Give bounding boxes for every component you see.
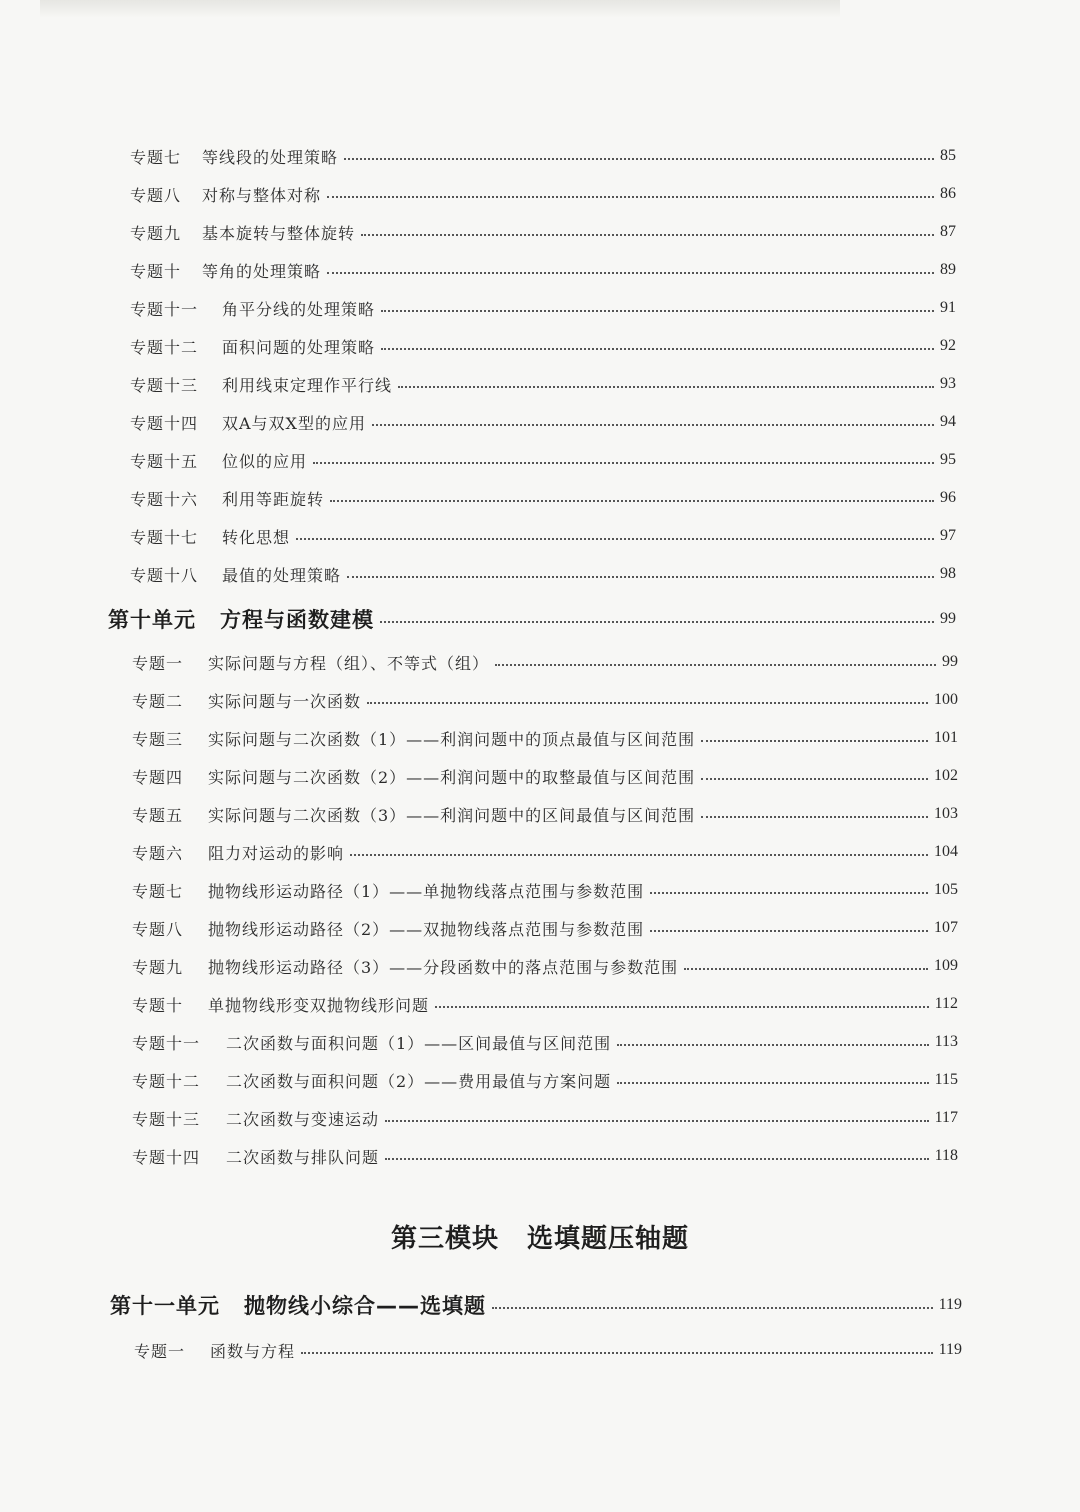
- entry-page: 109: [934, 957, 958, 974]
- entry-title: 基本旋转与整体旋转: [202, 223, 356, 243]
- entry-title: 二次函数与排队问题: [226, 1147, 380, 1167]
- entry-page: 85: [940, 147, 956, 164]
- toc-entry[interactable]: [130, 557, 956, 591]
- toc-entry[interactable]: [130, 291, 956, 325]
- dot-leader: [617, 1081, 928, 1084]
- entry-page: 101: [934, 729, 958, 746]
- toc-entry[interactable]: [130, 139, 956, 173]
- entry-title: 等线段的处理策略: [202, 147, 339, 167]
- dot-leader: [344, 157, 934, 160]
- entry-label: 专题十四: [130, 413, 199, 433]
- entry-label: 专题九: [132, 957, 184, 977]
- toc-entry[interactable]: [132, 911, 958, 945]
- entry-title: 实际问题与二次函数（1）——利润问题中的顶点最值与区间范围: [208, 729, 696, 749]
- toc-entry[interactable]: [130, 253, 956, 287]
- entry-page: 115: [934, 1071, 958, 1088]
- entry-label: 专题四: [132, 767, 184, 787]
- entry-page: 119: [938, 1341, 962, 1358]
- entry-page: 93: [940, 375, 956, 392]
- entry-title: 单抛物线形变双抛物线形问题: [208, 995, 430, 1015]
- dot-leader: [381, 347, 934, 350]
- entry-page: 104: [934, 843, 958, 860]
- entry-label: 专题六: [132, 843, 184, 863]
- module-heading: [0, 1218, 1080, 1255]
- toc-entry[interactable]: [134, 1333, 962, 1367]
- entry-title: 面积问题的处理策略: [222, 337, 376, 357]
- entry-page: 100: [934, 691, 958, 708]
- toc-entry[interactable]: [132, 1139, 958, 1173]
- dot-leader: [435, 1005, 929, 1008]
- entry-title: 实际问题与二次函数（3）——利润问题中的区间最值与区间范围: [208, 805, 696, 825]
- unit-10-heading[interactable]: [108, 599, 956, 639]
- dot-leader: [330, 499, 934, 502]
- entry-label: 专题三: [132, 729, 184, 749]
- dot-leader: [701, 739, 928, 742]
- entry-title: 二次函数与面积问题（1）——区间最值与区间范围: [226, 1033, 612, 1053]
- dot-leader: [650, 929, 928, 932]
- dot-leader: [296, 537, 934, 540]
- entry-page: 98: [940, 565, 956, 582]
- toc-entry[interactable]: [132, 835, 958, 869]
- entry-page: 99: [942, 653, 958, 670]
- entry-label: 专题十一: [130, 299, 199, 319]
- toc-entry[interactable]: [132, 1025, 958, 1059]
- entry-label: 专题五: [132, 805, 184, 825]
- entry-title: 角平分线的处理策略: [222, 299, 376, 319]
- toc-entry[interactable]: [132, 721, 958, 755]
- entry-label: 专题十一: [132, 1033, 201, 1053]
- module-number: 第三模块: [390, 1224, 499, 1254]
- entry-label: 专题十七: [130, 527, 199, 547]
- toc-entry[interactable]: [132, 797, 958, 831]
- toc-entry[interactable]: [130, 177, 956, 211]
- toc-entry[interactable]: [130, 367, 956, 401]
- dot-leader: [361, 233, 934, 236]
- dot-leader: [398, 385, 934, 388]
- entry-title: 利用线束定理作平行线: [222, 375, 393, 395]
- entry-label: 专题十: [132, 995, 184, 1015]
- dot-leader: [313, 461, 934, 464]
- entry-title: 抛物线形运动路径（1）——单抛物线落点范围与参数范围: [208, 881, 645, 901]
- dot-leader: [380, 620, 934, 623]
- entry-page: 105: [934, 881, 958, 898]
- dot-leader: [495, 663, 936, 666]
- entry-label: 专题一: [134, 1341, 186, 1361]
- dot-leader: [650, 891, 928, 894]
- entry-title: 实际问题与二次函数（2）——利润问题中的取整最值与区间范围: [208, 767, 696, 787]
- entry-page: 102: [934, 767, 958, 784]
- dot-leader: [684, 967, 928, 970]
- entry-title: 对称与整体对称: [202, 185, 322, 205]
- entry-title: 抛物线形运动路径（2）——双抛物线落点范围与参数范围: [208, 919, 645, 939]
- toc-entry[interactable]: [132, 645, 958, 679]
- entry-title: 二次函数与面积问题（2）——费用最值与方案问题: [226, 1071, 612, 1091]
- entry-title: 等角的处理策略: [202, 261, 322, 281]
- module-title-text: 选填题压轴题: [527, 1224, 690, 1254]
- entry-title: 实际问题与方程（组）、不等式（组）: [208, 653, 490, 673]
- entry-page: 112: [934, 995, 958, 1012]
- entry-page: 95: [940, 451, 956, 468]
- toc-entry[interactable]: [132, 873, 958, 907]
- unit-page: 99: [940, 610, 956, 627]
- entry-page: 118: [934, 1147, 958, 1164]
- entry-page: 117: [934, 1109, 958, 1126]
- toc-entry[interactable]: [130, 481, 956, 515]
- toc-entry[interactable]: [132, 1101, 958, 1135]
- entry-title: 抛物线形运动路径（3）——分段函数中的落点范围与参数范围: [208, 957, 679, 977]
- dot-leader: [327, 195, 934, 198]
- toc-entry[interactable]: [130, 519, 956, 553]
- entry-label: 专题十: [130, 261, 182, 281]
- entry-title: 最值的处理策略: [222, 565, 342, 585]
- entry-label: 专题九: [130, 223, 182, 243]
- dot-leader: [385, 1119, 929, 1122]
- toc-entry[interactable]: [130, 215, 956, 249]
- dot-leader: [372, 423, 934, 426]
- entry-label: 专题十四: [132, 1147, 201, 1167]
- entry-title: 双A与双X型的应用: [222, 413, 366, 433]
- dot-leader: [350, 853, 928, 856]
- entry-page: 107: [934, 919, 958, 936]
- unit-title: 方程与函数建模: [220, 608, 374, 632]
- entry-label: 专题十三: [130, 375, 199, 395]
- entry-label: 专题十五: [130, 451, 199, 471]
- entry-title: 阻力对运动的影响: [208, 843, 345, 863]
- entry-title: 二次函数与变速运动: [226, 1109, 380, 1129]
- entry-label: 专题十三: [132, 1109, 201, 1129]
- entry-title: 位似的应用: [222, 451, 308, 471]
- toc-entry[interactable]: [132, 759, 958, 793]
- entry-title: 转化思想: [222, 527, 291, 547]
- entry-page: 87: [940, 223, 956, 240]
- entry-label: 专题八: [132, 919, 184, 939]
- toc-entry[interactable]: [130, 329, 956, 363]
- entry-page: 92: [940, 337, 956, 354]
- entry-page: 96: [940, 489, 956, 506]
- dot-leader: [385, 1157, 929, 1160]
- dot-leader: [327, 271, 934, 274]
- dot-leader: [381, 309, 934, 312]
- entry-title: 实际问题与一次函数: [208, 691, 362, 711]
- entry-page: 89: [940, 261, 956, 278]
- entry-page: 103: [934, 805, 958, 822]
- dot-leader: [367, 701, 928, 704]
- toc-entry[interactable]: [132, 1063, 958, 1097]
- toc-entry[interactable]: [132, 683, 958, 717]
- dot-leader: [701, 815, 928, 818]
- unit-label: 第十单元: [108, 608, 196, 632]
- entry-label: 专题十六: [130, 489, 199, 509]
- unit-11-heading[interactable]: [110, 1285, 962, 1325]
- dot-leader: [701, 777, 928, 780]
- entry-label: 专题十二: [132, 1071, 201, 1091]
- page-edge-shadow: [40, 0, 840, 18]
- entry-label: 专题十八: [130, 565, 199, 585]
- dot-leader: [492, 1306, 933, 1309]
- toc-entry[interactable]: [132, 987, 958, 1021]
- entry-label: 专题七: [130, 147, 182, 167]
- entry-page: 86: [940, 185, 956, 202]
- dot-leader: [347, 575, 934, 578]
- entry-label: 专题二: [132, 691, 184, 711]
- entry-title: 利用等距旋转: [222, 489, 325, 509]
- entry-page: 97: [940, 527, 956, 544]
- unit-label: 第十一单元: [110, 1294, 220, 1318]
- dot-leader: [617, 1043, 928, 1046]
- unit-title: 抛物线小综合——选填题: [244, 1294, 486, 1318]
- unit-page: 119: [938, 1296, 962, 1313]
- entry-label: 专题七: [132, 881, 184, 901]
- toc-entry[interactable]: [130, 405, 956, 439]
- entry-label: 专题一: [132, 653, 184, 673]
- dot-leader: [301, 1351, 933, 1354]
- entry-page: 113: [934, 1033, 958, 1050]
- entry-title: 函数与方程: [210, 1341, 296, 1361]
- entry-page: 91: [940, 299, 956, 316]
- toc-entry[interactable]: [132, 949, 958, 983]
- entry-label: 专题八: [130, 185, 182, 205]
- toc-entry[interactable]: [130, 443, 956, 477]
- entry-label: 专题十二: [130, 337, 199, 357]
- entry-page: 94: [940, 413, 956, 430]
